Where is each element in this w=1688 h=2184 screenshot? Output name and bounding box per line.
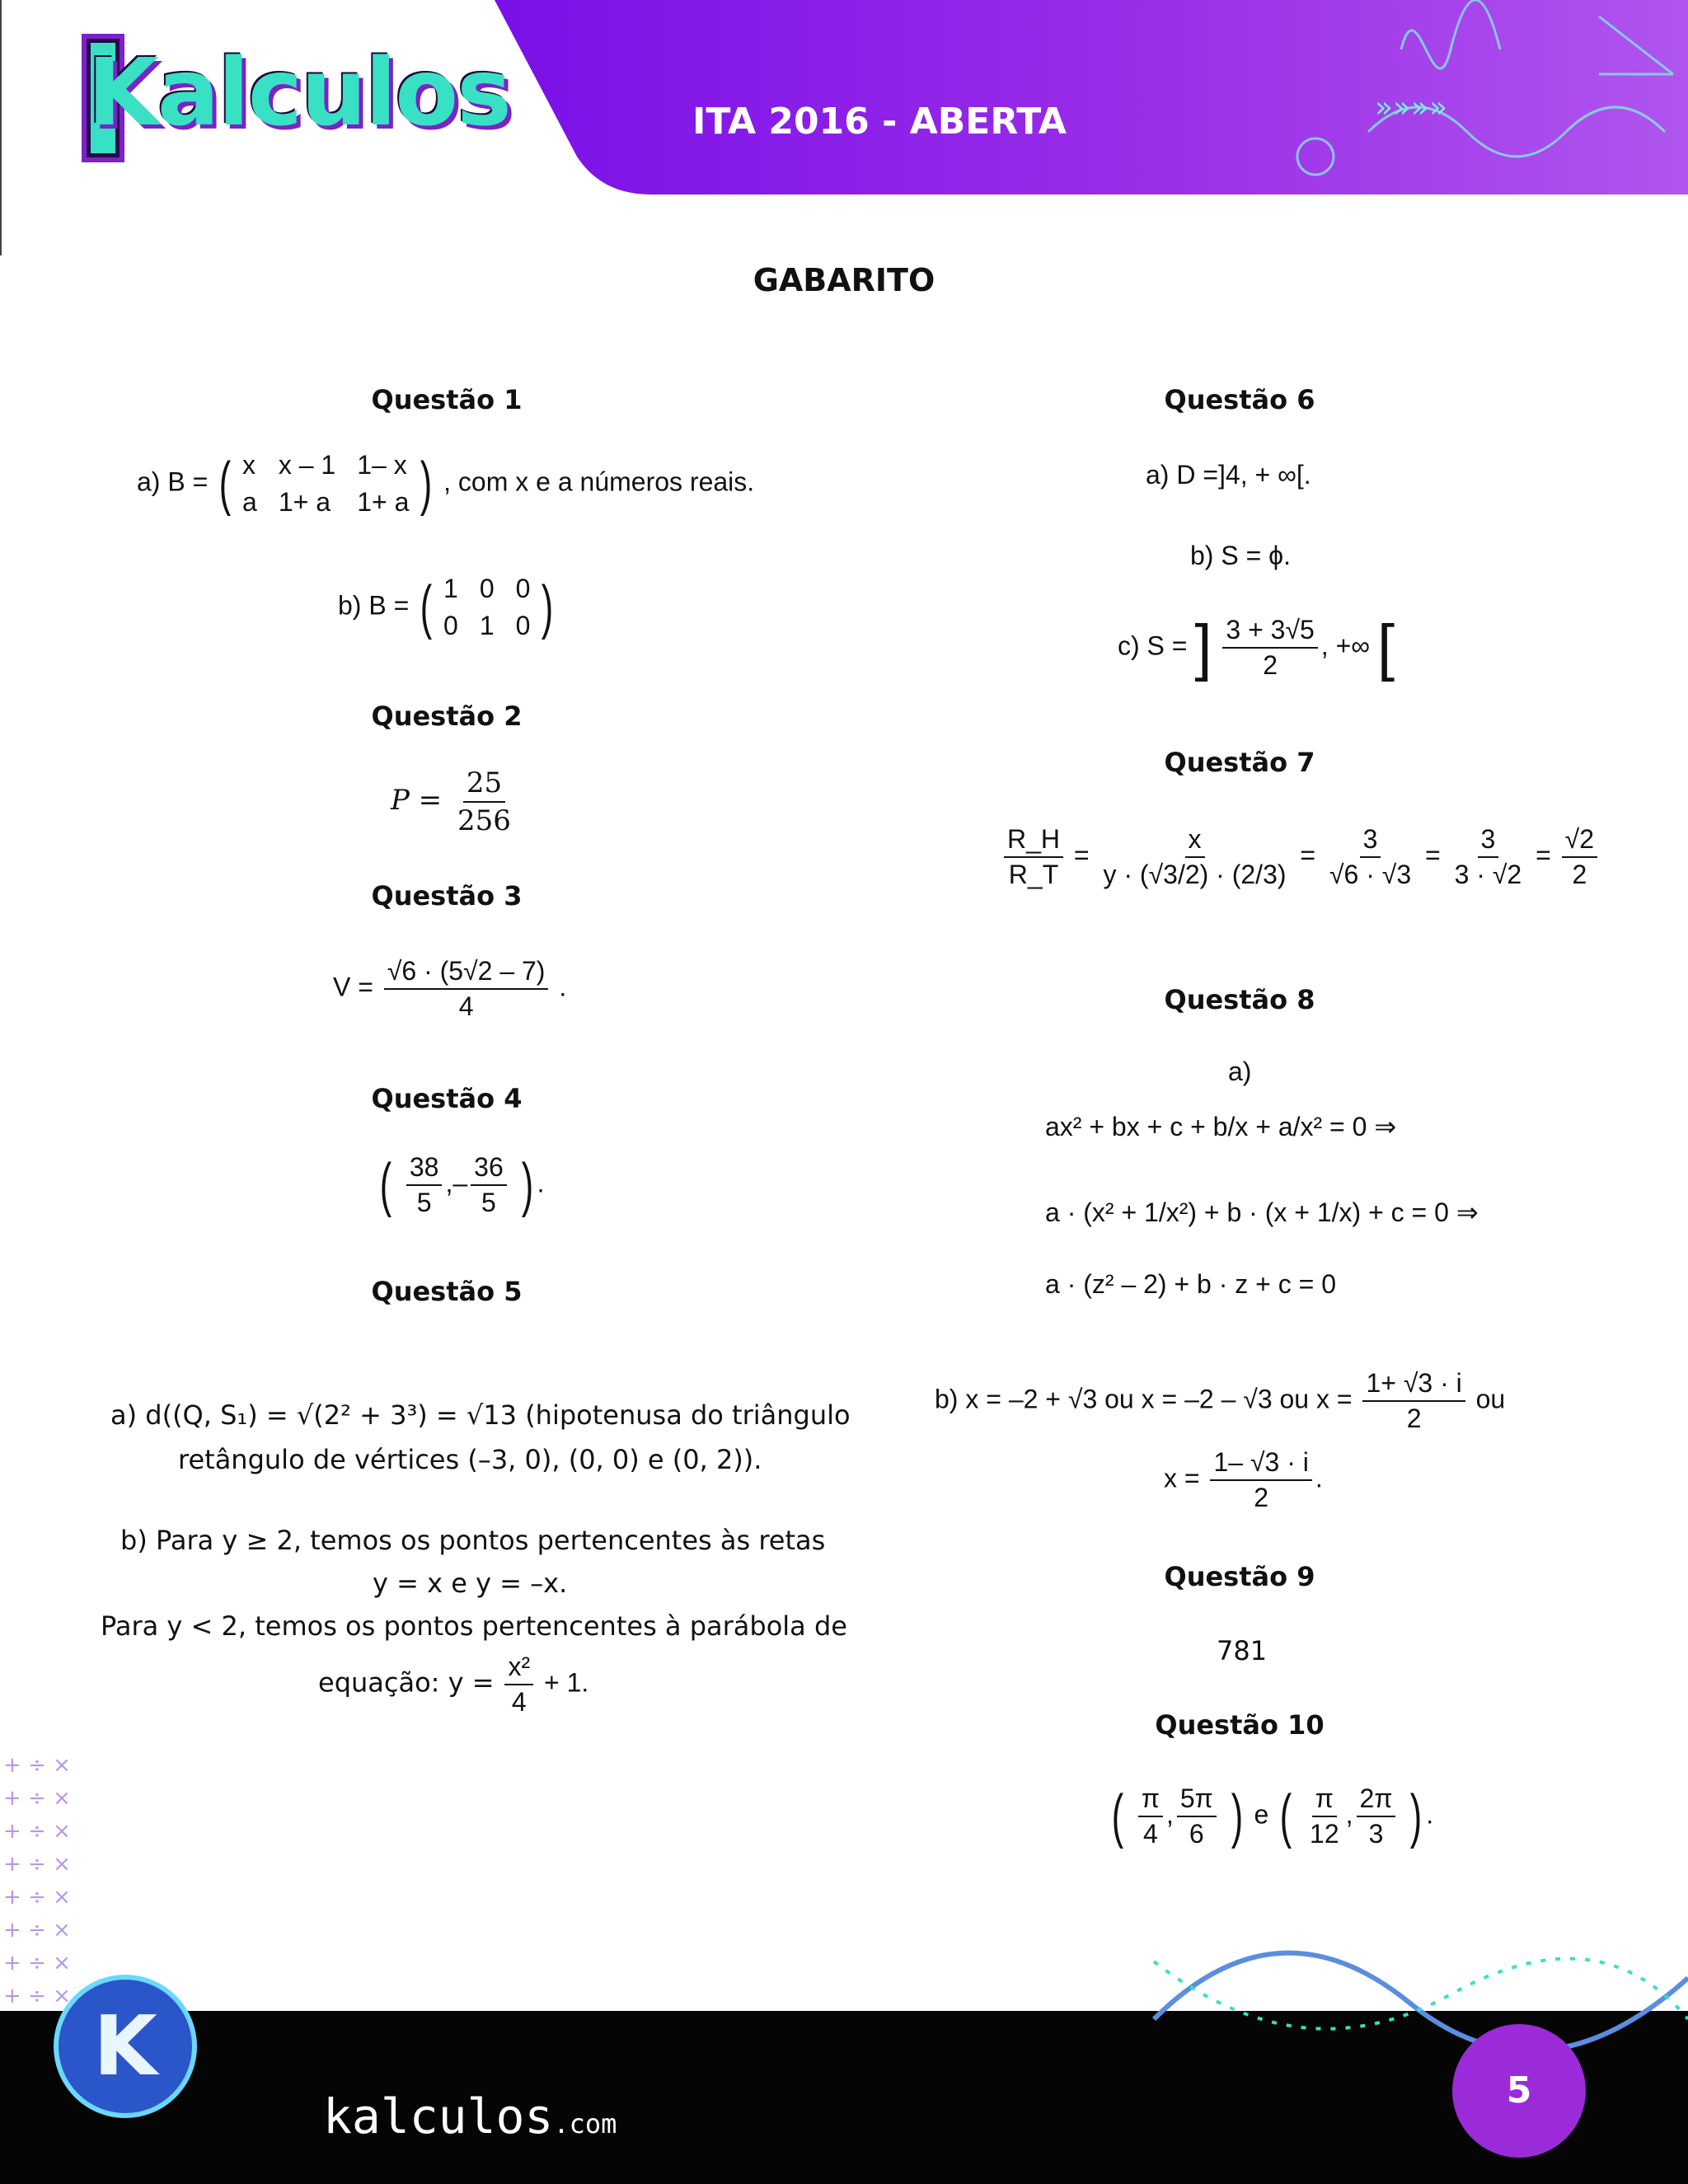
- question-2-answer: [391, 766, 518, 837]
- q10-f3-num: π: [1312, 1783, 1337, 1817]
- question-10-title: Questão 10: [1155, 1709, 1325, 1741]
- logo-wordmark: Kalculos: [87, 40, 510, 147]
- q1-a-suffix: , com x e a números reais.: [443, 466, 755, 497]
- question-4-title: Questão 4: [371, 1083, 523, 1114]
- q8-b-f1-den: 2: [1406, 1404, 1422, 1433]
- q3-numerator: √6 · (5√2 – 7): [384, 956, 549, 990]
- svg-text:»»»»: »»»»: [1375, 91, 1448, 124]
- q8-b-fraction-2: [1210, 1447, 1311, 1513]
- question-3-answer: [333, 956, 566, 1022]
- q8-a-line-1: ax² + bx + c + b/x + a/x² = 0 ⇒: [1045, 1112, 1397, 1141]
- q5-b-line-2: y = x e y = –x.: [373, 1568, 568, 1599]
- page-title: ITA 2016 - ABERTA: [692, 101, 1067, 143]
- q9-answer: 781: [1217, 1635, 1268, 1666]
- q5-tail: + 1.: [543, 1667, 589, 1698]
- q5-equation-prefix: equação: y =: [318, 1666, 495, 1699]
- q8-b-f2-den: 2: [1254, 1483, 1269, 1512]
- q5-numerator: x²: [504, 1652, 533, 1685]
- svg-text:+ ÷ ×: + ÷ ×: [3, 1951, 71, 1975]
- svg-text:+ ÷ ×: + ÷ ×: [3, 1786, 71, 1811]
- question-1-title: Questão 1: [371, 384, 523, 415]
- q7-f5-num: √2: [1562, 824, 1597, 858]
- q5-a-line-1: a) d((Q, S₁) = √(2² + 3³) = √13 (hipotenusa do triângulo: [110, 1399, 851, 1431]
- q8-a-line-3: a · (z² – 2) + b · z + c = 0: [1045, 1269, 1337, 1299]
- matrix-cell: 1+ a: [278, 487, 331, 517]
- matrix-cell: 0: [443, 611, 458, 640]
- matrix-cell: 0: [479, 574, 495, 603]
- q3-lhs: V =: [333, 972, 373, 1002]
- q10-f4-den: 3: [1368, 1819, 1384, 1849]
- q10-f1: [1138, 1783, 1163, 1849]
- q5-fraction: [504, 1652, 533, 1718]
- section-heading: GABARITO: [753, 262, 935, 298]
- q4-fraction-1: [406, 1152, 443, 1218]
- matrix-cell: 1: [479, 611, 495, 640]
- svg-text:K: K: [93, 1998, 157, 2094]
- matrix-cell: x: [242, 450, 256, 480]
- q10-f3-den: 12: [1310, 1819, 1339, 1849]
- q8-b-f1-num: 1+ √3 · i: [1362, 1368, 1465, 1402]
- wave-decoration: [1137, 1912, 1688, 2077]
- q10-and: e: [1254, 1799, 1269, 1830]
- site-suffix: .com: [553, 2108, 617, 2139]
- q4-num-2: 36: [471, 1152, 507, 1186]
- q6-c-denominator: 2: [1263, 650, 1278, 680]
- matrix-cell: x – 1: [278, 450, 336, 480]
- q7-f3-num: 3: [1360, 824, 1381, 858]
- q8-b-text: b) x = –2 + √3 ou x = –2 – √3 ou x =: [935, 1384, 1353, 1414]
- q4-den-1: 5: [416, 1188, 432, 1217]
- q7-fraction-1: [1004, 824, 1063, 890]
- q5-denominator: 4: [511, 1687, 527, 1717]
- q8-b-fraction-1: [1362, 1368, 1465, 1434]
- q8-b2-prefix: x =: [1164, 1463, 1200, 1493]
- q2-denominator: 256: [457, 804, 511, 837]
- question-4-answer: ( $\frac{38}{5}$ ,– $\frac{36}{5}$ ) .: [379, 1152, 545, 1218]
- matrix-cell: 1: [443, 574, 458, 603]
- q1-a-matrix: [242, 450, 409, 518]
- svg-text:+ ÷ ×: + ÷ ×: [3, 1819, 71, 1844]
- q7-f4-num: 3: [1478, 824, 1499, 858]
- q7-fraction-5: [1562, 824, 1597, 890]
- svg-text:+ ÷ ×: + ÷ ×: [3, 1984, 71, 2008]
- q6-c: c) S = ] $\frac{3 + 3√5}{2}$ , +∞ [: [1118, 612, 1395, 682]
- q10-f4-num: 2π: [1357, 1783, 1396, 1817]
- q7-f2-num: x: [1185, 824, 1205, 858]
- k-badge-icon: [53, 1974, 198, 2119]
- q2-lhs: P =: [391, 784, 443, 817]
- footer-website[interactable]: [323, 2088, 617, 2144]
- q6-b: b) S = ϕ.: [1190, 541, 1291, 570]
- matrix-cell: 1+ a: [357, 487, 410, 517]
- svg-text:+ ÷ ×: + ÷ ×: [3, 1885, 71, 1910]
- q10-f2: [1177, 1783, 1217, 1849]
- q10-f3: [1306, 1783, 1343, 1849]
- q5-b-line-3: Para y < 2, temos os pontos pertencentes à parábola de: [101, 1610, 847, 1642]
- q10-f2-num: 5π: [1177, 1783, 1217, 1817]
- q8-b-line-1: [935, 1368, 1505, 1434]
- q8-b-or: ou: [1475, 1384, 1506, 1414]
- q8-b-line-2: [1164, 1447, 1323, 1513]
- q8-a-label: a): [1228, 1057, 1252, 1086]
- q7-f5-den: 2: [1572, 860, 1587, 889]
- q2-fraction: [454, 766, 514, 837]
- q7-answer: $\frac{R\_H}{R\_T}$ = $\frac{x}{y \cdot (√3/2) \cdot (2/3)}$ = $\frac{3}{√6 \cdot √3}$ = $\frac{3}{3 \cdot √2}$ = $\frac{√2}{2}$: [1001, 824, 1601, 890]
- question-5-title: Questão 5: [371, 1276, 523, 1307]
- left-margin-rule: [0, 0, 2, 255]
- q7-f3-den: √6 · √3: [1329, 860, 1412, 889]
- question-8-title: Questão 8: [1164, 984, 1315, 1015]
- q3-fraction: [384, 956, 549, 1022]
- q4-num-1: 38: [406, 1152, 443, 1186]
- matrix-cell: 0: [515, 574, 531, 603]
- matrix-cell: 0: [515, 611, 531, 640]
- svg-text:+ ÷ ×: + ÷ ×: [3, 1918, 71, 1943]
- q7-fraction-3: [1326, 824, 1414, 890]
- q3-tail: .: [559, 972, 567, 1002]
- question-2-title: Questão 2: [371, 701, 523, 732]
- q10-answer: ( $\frac{\pi}{4}$ , $\frac{5\pi}{6}$ ) e ( $\frac{\pi}{12}$ , $\frac{2\pi}{3}$ ) .: [1111, 1783, 1434, 1849]
- q7-f2-den: y · (√3/2) · (2/3): [1103, 860, 1287, 889]
- question-3-title: Questão 3: [371, 880, 523, 912]
- q7-fraction-2: [1100, 824, 1289, 890]
- q6-a: a) D =]4, + ∞[.: [1146, 460, 1311, 490]
- question-9-title: Questão 9: [1164, 1561, 1315, 1592]
- q10-f4: [1357, 1783, 1396, 1849]
- q7-f1-den: R_T: [1008, 860, 1059, 889]
- q7-f1-num: R_H: [1004, 824, 1063, 858]
- q7-fraction-4: [1451, 824, 1526, 890]
- q6-c-numerator: 3 + 3√5: [1222, 615, 1317, 649]
- q2-numerator: 25: [463, 766, 505, 803]
- q4-den-2: 5: [481, 1188, 496, 1217]
- q8-b2-tail: .: [1315, 1463, 1323, 1493]
- q4-sep: ,–: [445, 1168, 468, 1198]
- question-1-b: b) B = ( 1 0 0 0 1 0 ): [338, 574, 554, 640]
- q5-b-line-4: [318, 1652, 588, 1718]
- question-7-title: Questão 7: [1164, 747, 1315, 778]
- q6-c-tail: , +∞: [1320, 630, 1371, 661]
- page-number: 5: [1506, 2069, 1532, 2111]
- q3-denominator: 4: [458, 991, 474, 1021]
- svg-text:+ ÷ ×: + ÷ ×: [3, 1852, 71, 1877]
- q1-b-prefix: b) B =: [338, 590, 410, 621]
- svg-text:+ ÷ ×: + ÷ ×: [3, 1753, 71, 1778]
- q7-f4-den: 3 · √2: [1454, 860, 1522, 889]
- matrix-cell: a: [242, 487, 257, 517]
- matrix-cell: 1– x: [357, 450, 407, 480]
- q5-b-line-1: b) Para y ≥ 2, temos os pontos pertencentes às retas: [120, 1525, 826, 1556]
- q10-f2-den: 6: [1189, 1819, 1204, 1849]
- question-1-a: a) B = ( x x – 1 1– x a 1+ a 1+ a ) , com x e a números reais.: [137, 450, 755, 517]
- q4-tail: .: [537, 1168, 545, 1198]
- q10-tail: .: [1426, 1799, 1434, 1830]
- q6-c-prefix: c) S =: [1118, 630, 1188, 661]
- q10-f1-num: π: [1138, 1783, 1163, 1817]
- q4-fraction-2: [471, 1152, 507, 1218]
- q8-a-line-2: a · (x² + 1/x²) + b · (x + 1/x) + c = 0 ⇒: [1045, 1197, 1479, 1227]
- q10-f1-den: 4: [1143, 1819, 1158, 1849]
- q6-c-fraction: [1222, 615, 1317, 681]
- site-name: kalculos: [323, 2088, 554, 2144]
- q5-a-line-2: retângulo de vértices (–3, 0), (0, 0) e (0, 2)).: [178, 1444, 762, 1475]
- q1-a-prefix: a) B =: [137, 466, 209, 497]
- q1-b-matrix: [443, 574, 530, 641]
- question-6-title: Questão 6: [1164, 384, 1315, 415]
- q8-b-f2-num: 1– √3 · i: [1210, 1447, 1311, 1481]
